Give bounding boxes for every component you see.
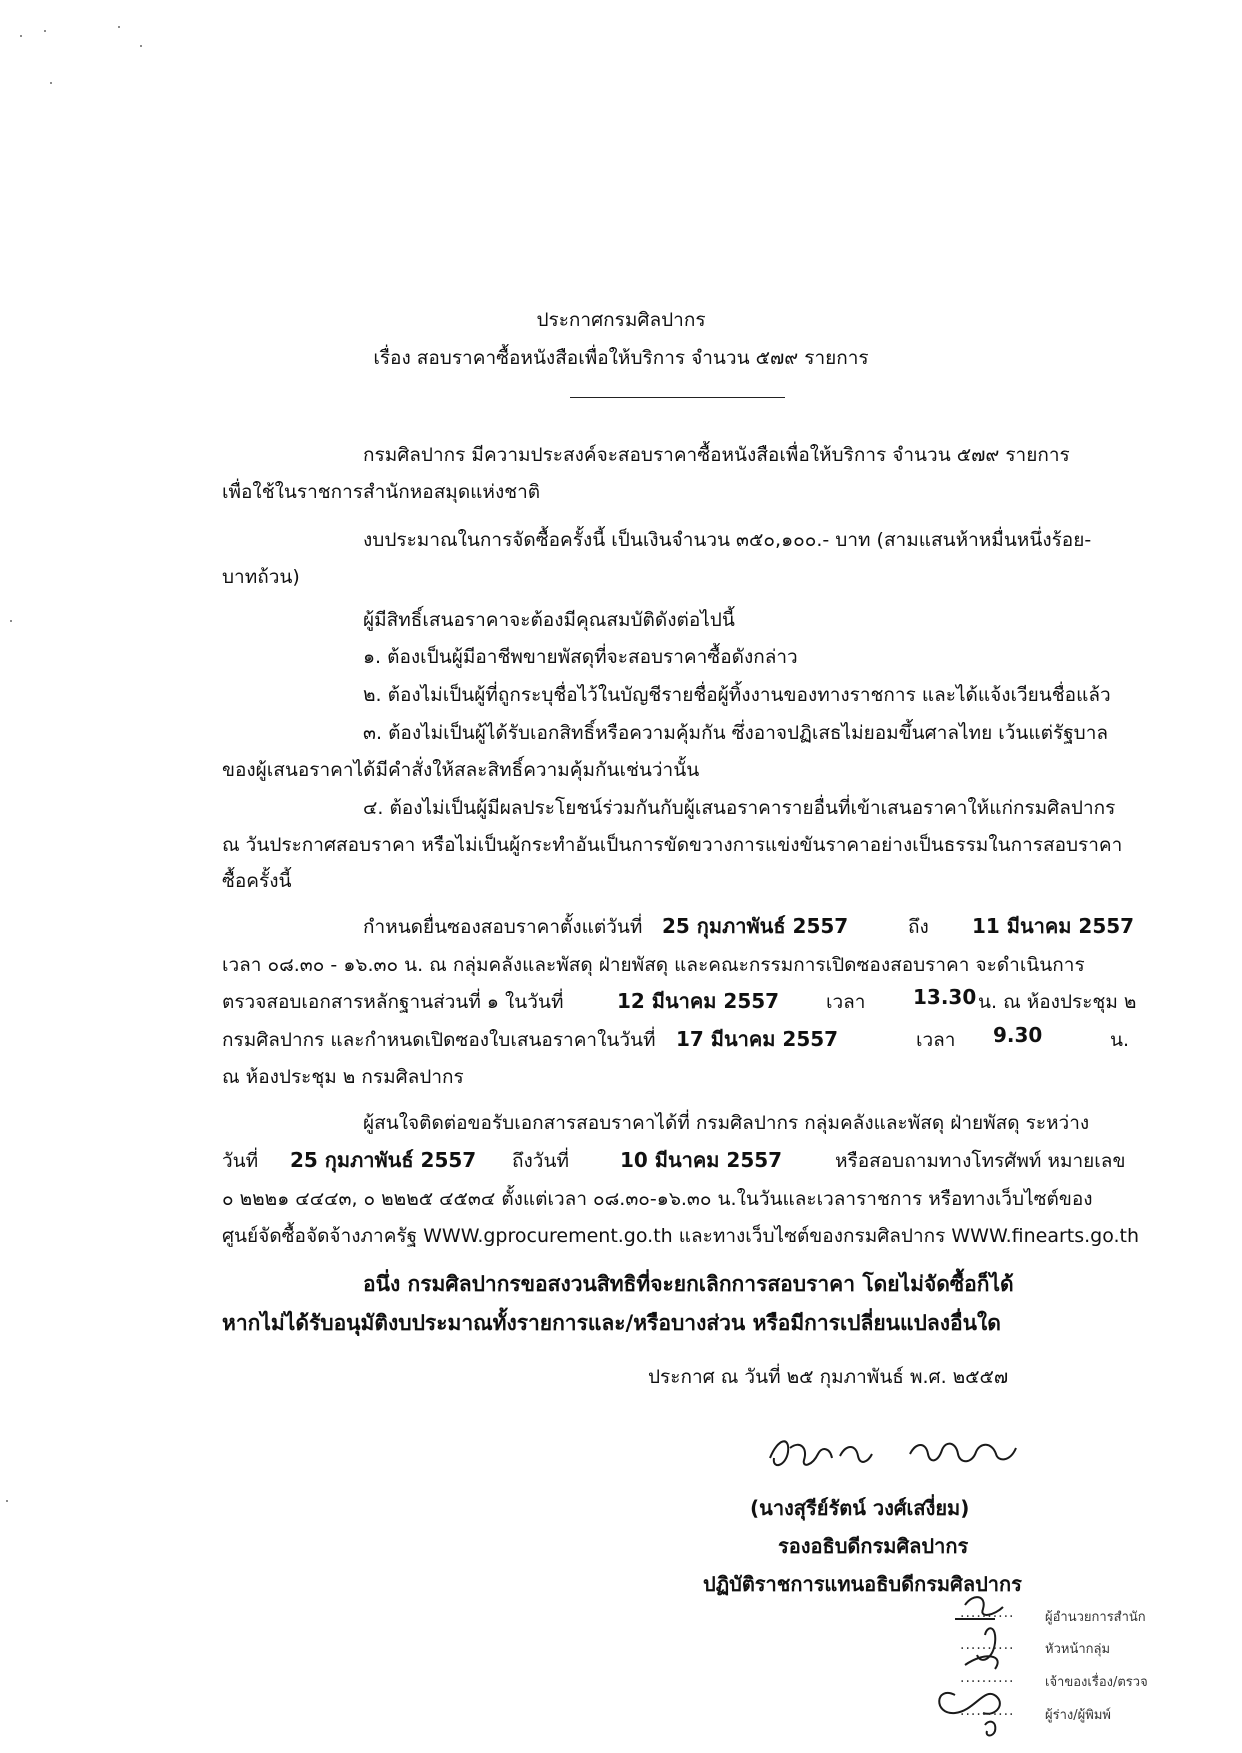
- initial-role-owner-checker: เจ้าของเรื่อง/ตรวจ: [1045, 1675, 1148, 1690]
- document-pickup-end-date: 10 มีนาคม 2557: [620, 1148, 783, 1172]
- reservation-notice-line1: อนึ่ง กรมศิลปากรขอสงวนสิทธิที่จะยกเลิกการสอบราคา โดยไม่จัดซื้อก็ได้: [363, 1272, 1014, 1296]
- handwritten-signature: [760, 1418, 1040, 1488]
- initials-dots-4: ..........: [960, 1703, 1015, 1719]
- initials-dots-2: ..........: [960, 1637, 1015, 1653]
- schedule-line4-unit: น.: [1110, 1029, 1130, 1051]
- qualifications-intro: ผู้มีสิทธิ์เสนอราคาจะต้องมีคุณสมบัติดังต่อไปนี้: [363, 609, 735, 631]
- schedule-line1-to: ถึง: [908, 916, 929, 938]
- schedule-line4-time-label: เวลา: [916, 1029, 956, 1051]
- qualification-item-4-line1: ๔. ต้องไม่เป็นผู้มีผลประโยชน์ร่วมกันกับผู้เสนอราคารายอื่นที่เข้าเสนอราคาให้แก่กรมศิลปากร: [363, 797, 1116, 819]
- signatory-acting-position: ปฏิบัติราชการแทนอธิบดีกรมศิลปากร: [703, 1572, 1022, 1596]
- paragraph-budget-line1: งบประมาณในการจัดซื้อครั้งนี้ เป็นเงินจำนวน ๓๕๐,๑๐๐.- บาท (สามแสนห้าหมื่นหนึ่งร้อย-: [363, 529, 1092, 551]
- contact-phone-line: ๐ ๒๒๒๑ ๔๔๔๓, ๐ ๒๒๒๕ ๔๕๓๔ ตั้งแต่เวลา ๐๘.๓๐-๑๖.๓๐ น.ในวันและเวลาราชการ หรือทางเว็บไซต์ของ: [222, 1188, 1093, 1210]
- schedule-line2: เวลา ๐๘.๓๐ - ๑๖.๓๐ น. ณ กลุ่มคลังและพัสดุ ฝ่ายพัสดุ และคณะกรรมการเปิดซองสอบราคา จะดำเนินการ: [222, 954, 1085, 976]
- scan-speck: [44, 30, 46, 32]
- contact-line2-phone-label: หรือสอบถามทางโทรศัพท์ หมายเลข: [835, 1150, 1126, 1172]
- schedule-line3-text: ตรวจสอบเอกสารหลักฐานส่วนที่ ๑ ในวันที่: [222, 991, 564, 1013]
- title-divider: [570, 397, 785, 398]
- contact-line2-text: วันที่: [222, 1150, 259, 1172]
- paragraph-purpose-line1: กรมศิลปากร มีความประสงค์จะสอบราคาซื้อหนังสือเพื่อให้บริการ จำนวน ๕๗๙ รายการ: [363, 444, 1070, 466]
- contact-line2-to: ถึงวันที่: [512, 1150, 569, 1172]
- qualification-item-4-line3: ซื้อครั้งนี้: [222, 870, 292, 892]
- schedule-line5: ณ ห้องประชุม ๒ กรมศิลปากร: [222, 1066, 464, 1088]
- document-subject: เรื่อง สอบราคาซื้อหนังสือเพื่อให้บริการ จำนวน ๕๗๙ รายการ: [373, 347, 869, 369]
- schedule-line3-time-label: เวลา: [826, 991, 866, 1013]
- scan-speck: [10, 620, 12, 622]
- scan-speck: [50, 82, 52, 84]
- document-check-date: 12 มีนาคม 2557: [617, 989, 780, 1013]
- schedule-line1-text: กำหนดยื่นซองสอบราคาตั้งแต่วันที่: [363, 916, 643, 938]
- initials-dots-1: ..........: [960, 1605, 1015, 1621]
- contact-line1: ผู้สนใจติดต่อขอรับเอกสารสอบราคาได้ที่ กรมศิลปากร กลุ่มคลังและพัสดุ ฝ่ายพัสดุ ระหว่าง: [363, 1112, 1090, 1134]
- submission-end-date: 11 มีนาคม 2557: [972, 914, 1135, 938]
- initial-role-drafter-typist: ผู้ร่าง/ผู้พิมพ์: [1045, 1708, 1111, 1723]
- document-title: ประกาศกรมศิลปากร: [536, 309, 706, 331]
- scan-speck: [118, 26, 120, 28]
- submission-start-date: 25 กุมภาพันธ์ 2557: [662, 914, 849, 938]
- announcement-date: ประกาศ ณ วันที่ ๒๕ กุมภาพันธ์ พ.ศ. ๒๕๕๗: [648, 1366, 1009, 1388]
- signatory-position: รองอธิบดีกรมศิลปากร: [778, 1534, 969, 1558]
- qualification-item-3-line1: ๓. ต้องไม่เป็นผู้ได้รับเอกสิทธิ์หรือความคุ้มกัน ซึ่งอาจปฏิเสธไม่ยอมขึ้นศาลไทย เว้นแต่รัฐบาล: [363, 722, 1109, 744]
- qualification-item-1: ๑. ต้องเป็นผู้มีอาชีพขายพัสดุที่จะสอบราคาซื้อดังกล่าว: [363, 646, 798, 668]
- contact-website-line: ศูนย์จัดซื้อจัดจ้างภาครัฐ WWW.gprocurement.go.th และทางเว็บไซต์ของกรมศิลปากร WWW.finearts.go.th: [222, 1225, 1140, 1247]
- schedule-line4-text: กรมศิลปากร และกำหนดเปิดซองใบเสนอราคาในวันที่: [222, 1029, 656, 1051]
- paragraph-budget-line2: บาทถ้วน): [222, 566, 300, 588]
- paragraph-purpose-line2: เพื่อใช้ในราชการสำนักหอสมุดแห่งชาติ: [222, 481, 541, 503]
- signatory-name: (นางสุรีย์รัตน์ วงศ์เสงี่ยม): [750, 1496, 970, 1520]
- qualification-item-3-line2: ของผู้เสนอราคาได้มีคำสั่งให้สละสิทธิ์ความคุ้มกันเช่นว่านั้น: [222, 759, 700, 781]
- initials-dots-3: ..........: [960, 1670, 1015, 1686]
- bid-opening-time: 9.30: [993, 1023, 1043, 1047]
- document-pickup-start-date: 25 กุมภาพันธ์ 2557: [290, 1148, 477, 1172]
- initial-role-director: ผู้อำนวยการสำนัก: [1045, 1610, 1146, 1625]
- document-check-time: 13.30: [913, 985, 977, 1009]
- reservation-notice-line2: หากไม่ได้รับอนุมัติงบประมาณทั้งรายการและ/หรือบางส่วน หรือมีการเปลี่ยนแปลงอื่นใด: [222, 1311, 1001, 1335]
- qualification-item-4-line2: ณ วันประกาศสอบราคา หรือไม่เป็นผู้กระทำอันเป็นการขัดขวางการแข่งขันราคาอย่างเป็นธรรมในการสอบราคา: [222, 834, 1123, 856]
- scan-speck: [6, 1500, 8, 1502]
- initial-role-group-head: หัวหน้ากลุ่ม: [1045, 1642, 1111, 1657]
- bid-opening-date: 17 มีนาคม 2557: [676, 1027, 839, 1051]
- scan-speck: [20, 35, 22, 37]
- scan-speck: [140, 45, 142, 47]
- qualification-item-2: ๒. ต้องไม่เป็นผู้ที่ถูกระบุชื่อไว้ในบัญชีรายชื่อผู้ทิ้งงานของทางราชการ และได้แจ้งเวียนชื่อแล้ว: [363, 684, 1111, 706]
- schedule-line3-venue: น. ณ ห้องประชุม ๒: [978, 991, 1137, 1013]
